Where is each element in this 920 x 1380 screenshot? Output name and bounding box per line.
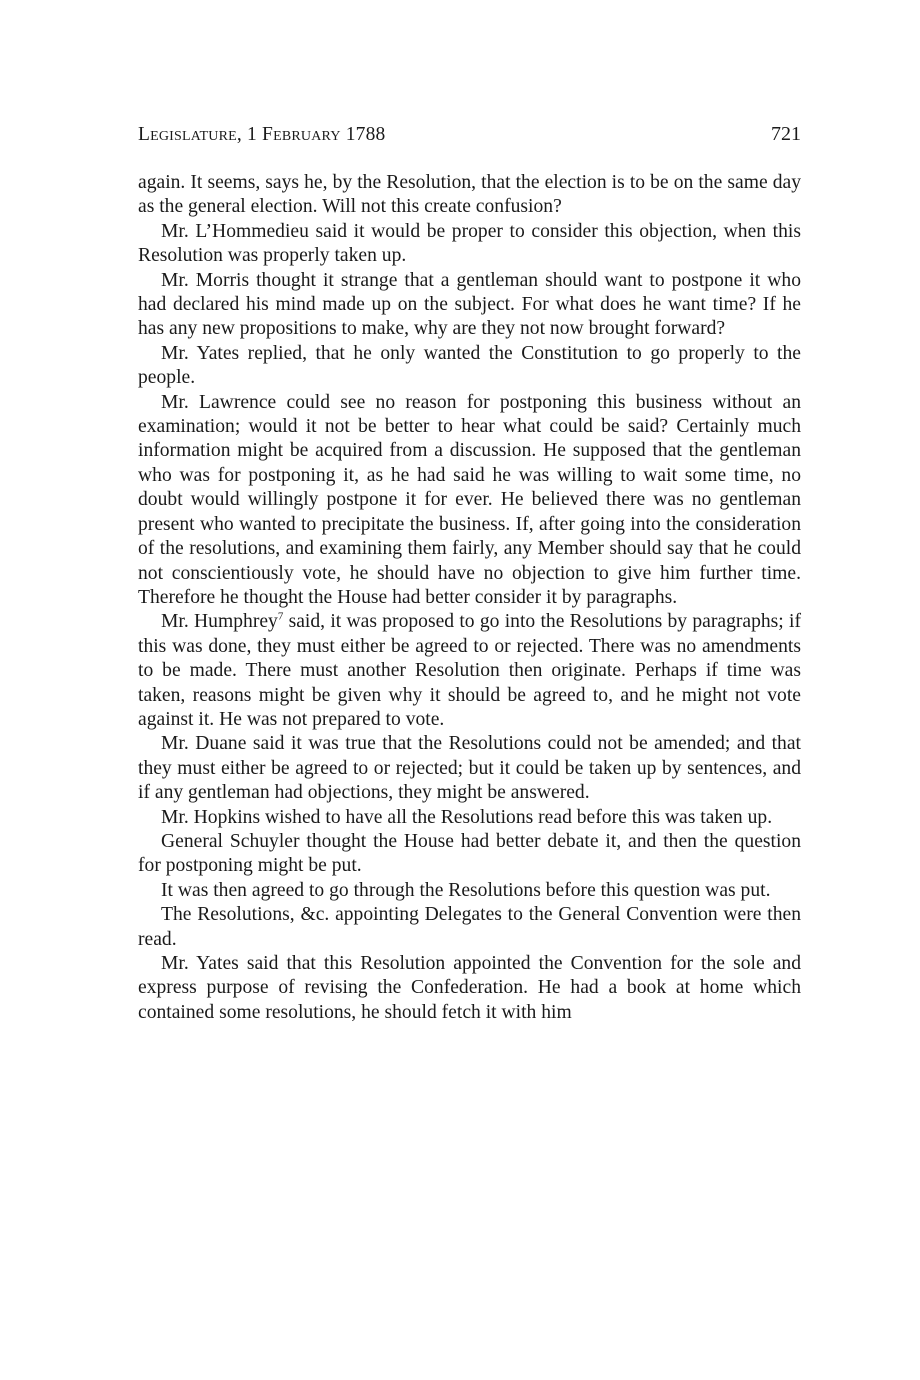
running-head — [138, 120, 801, 149]
paragraph: The Resolutions, &c. appointing Delegates to the General Convention were then read. — [138, 904, 801, 950]
page-number: 721 — [771, 123, 801, 145]
running-title: Legislature, 1 February 1788 — [138, 124, 386, 145]
paragraph: Mr. L’Hommedieu said it would be proper to consider this objection, when this Resolution was properly taken up. — [138, 220, 801, 267]
paragraph: Mr. Duane said it was true that the Resolutions could not be amended; and that they must either be agreed to or rejected; but it could be taken up by sentences, and if any gentleman had objections, they might be answered. — [138, 733, 801, 804]
document-page — [138, 120, 801, 1025]
paragraph-text: Mr. Humphrey — [161, 611, 278, 633]
body-text — [138, 171, 801, 1025]
paragraph: Mr. Yates said that this Resolution appointed the Convention for the sole and express purpose of revising the Confederation. He had a book at home which contained some resolutions, he should fetch it with him — [138, 953, 801, 1023]
paragraph: again. It seems, says he, by the Resolution, that the election is to be on the same day as the general election. Will not this create confusion? — [138, 172, 801, 218]
paragraph: General Schuyler thought the House had better debate it, and then the question for postponing might be put. — [138, 830, 801, 877]
paragraph: It was then agreed to go through the Resolutions before this question was put. — [161, 879, 771, 901]
paragraph: Mr. Lawrence could see no reason for postponing this business without an examination; would it not be better to hear what could be said? Certainly much information might be acquired from a discussion. He supposed that the gentleman who was for postponing it, as he had said he was willing to wait some time, no doubt would willingly postpone it for ever. He believed there was no gentleman present who wanted to precipitate the business. If, after going into the consideration of the resolutions, and examining them fairly, any Member should say that he could not conscientiously vote, he should have no objection to give him further time. Therefore he thought the House had better consider it by paragraphs. — [138, 391, 801, 608]
paragraph-text: said, it was proposed to go into the Resolutions by paragraphs; if this was done, they must either be agreed to or rejected. There was no amendments to be made. There must another Resolution then originate. Perhaps if time was taken, reasons might be given why it should be agreed to, and he might not vote against it. He was not prepared to vote. — [138, 611, 801, 730]
paragraph: Mr. Hopkins wished to have all the Resolutions read before this was taken up. — [161, 806, 773, 828]
paragraph: Mr. Yates replied, that he only wanted the Constitution to go properly to the people. — [138, 342, 801, 389]
paragraph: Mr. Morris thought it strange that a gentleman should want to postpone it who had declared his mind made up on the subject. For what does he want time? If he has any new propositions to make, why are they not now brought forward? — [138, 269, 801, 340]
footnote-reference[interactable]: 7 — [277, 610, 284, 623]
paragraph — [138, 610, 801, 732]
